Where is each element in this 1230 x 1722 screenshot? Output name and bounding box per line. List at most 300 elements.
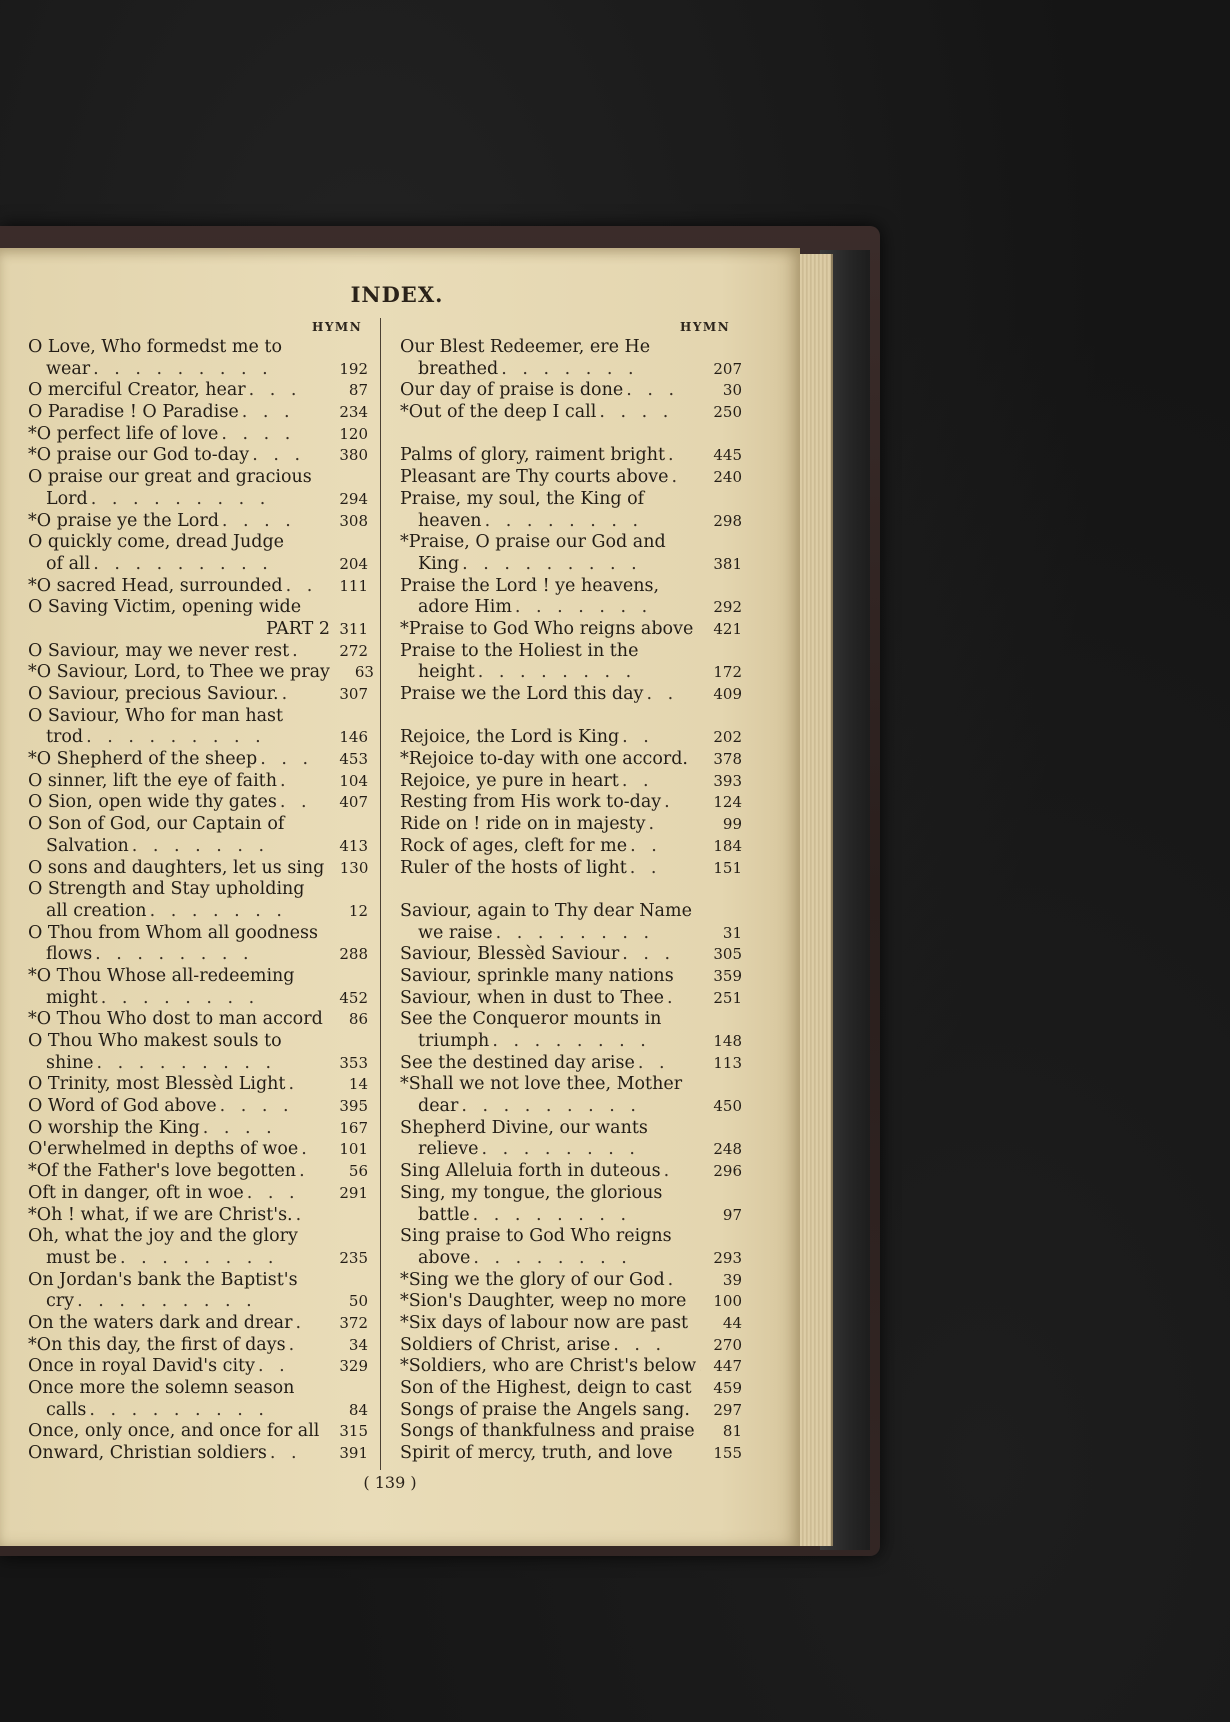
index-entry	[28, 1074, 368, 1096]
index-entry	[28, 1443, 368, 1465]
entry-title-text: O worship the King	[28, 1117, 200, 1138]
leader-dots: . . . . . . . .	[481, 1139, 640, 1160]
leader-dots: . . . .	[202, 1117, 277, 1138]
entry-first-line	[400, 727, 742, 749]
leader-dots: . .	[646, 684, 679, 704]
hymn-number: 44	[722, 1313, 742, 1332]
hymn-number: 202	[713, 728, 742, 747]
index-page	[0, 248, 800, 1546]
leader-dots: . . . . . . . . .	[93, 553, 273, 574]
entry-title-text: Sing Alleluia forth in duteous	[400, 1161, 661, 1182]
entry-title-text: Once in royal David's city	[28, 1356, 255, 1377]
entry-first-line	[28, 1031, 368, 1053]
leader-dots: . .	[637, 1052, 670, 1073]
hymn-number: 353	[339, 1053, 368, 1072]
leader-dots: . . . . . . . . .	[86, 727, 266, 748]
index-entry	[28, 879, 368, 922]
entry-title-text: *Praise, O praise our God and	[400, 532, 666, 553]
index-entry	[28, 641, 368, 663]
entry-title-text: O'erwhelmed in depths of woe	[28, 1139, 299, 1160]
page-title: INDEX.	[350, 282, 444, 307]
hymn-number: 30	[722, 381, 742, 400]
entry-title-text: Onward, Christian soldiers	[28, 1443, 267, 1464]
hymn-number: 305	[713, 945, 742, 964]
entry-title-text: shine	[46, 1052, 94, 1073]
leader-dots: . .	[621, 770, 654, 791]
section-gap	[400, 424, 742, 446]
hymn-number: 294	[339, 489, 368, 508]
hymn-number: 14	[348, 1075, 368, 1094]
leader-dots: . . . . . . . . .	[89, 1399, 269, 1420]
hymn-number: 184	[713, 836, 742, 855]
entry-first-line	[28, 337, 368, 359]
entry-title-text: Once, only once, and once for all	[28, 1421, 320, 1442]
hymn-number: 81	[722, 1422, 742, 1441]
entry-first-line	[28, 1270, 368, 1292]
entry-title-text: *Oh ! what, if we are Christ's.	[28, 1204, 293, 1225]
leader-dots: .	[671, 467, 683, 488]
entry-continuation-line	[400, 359, 742, 381]
entry-first-line	[400, 1226, 742, 1248]
index-entry	[28, 749, 368, 771]
index-entry	[400, 749, 742, 771]
entry-title-text: Our day of praise is done	[400, 380, 624, 401]
index-entry	[400, 1009, 742, 1052]
index-entry	[28, 814, 368, 857]
hymn-number: 234	[339, 403, 368, 422]
index-entry	[400, 445, 742, 467]
entry-title-text: O Paradise ! O Paradise	[28, 402, 239, 423]
leader-dots: . . .	[622, 944, 676, 965]
entry-first-line	[400, 1291, 742, 1313]
index-entry	[400, 1270, 742, 1292]
entry-title-text: *Out of the deep I call	[400, 402, 597, 423]
entry-title-text: *O praise our God to-day	[28, 445, 250, 466]
index-entry	[28, 706, 368, 749]
entry-title-text: wear	[46, 358, 91, 379]
hymn-number: 307	[339, 685, 368, 703]
hymn-number: 84	[348, 1400, 368, 1419]
hymn-number: 111	[339, 576, 368, 595]
entry-title-text: *Soldiers, who are Christ's below	[400, 1356, 697, 1377]
entry-title-text: On Jordan's bank the Baptist's	[28, 1269, 298, 1290]
index-entry	[400, 1226, 742, 1269]
column-divider	[380, 318, 381, 1470]
index-entry	[400, 1443, 742, 1465]
leader-dots: . . . . . . . . .	[461, 1096, 641, 1117]
entry-first-line	[28, 1074, 368, 1096]
leader-dots: .	[663, 1161, 675, 1182]
entry-title-text: adore Him	[418, 597, 512, 618]
index-entry	[28, 1270, 368, 1313]
hymn-number: 99	[722, 815, 742, 834]
entry-continuation-line	[28, 727, 368, 749]
hymn-number: 63	[354, 663, 374, 682]
entry-first-line	[28, 1356, 368, 1378]
entry-continuation-line	[400, 597, 742, 619]
entry-first-line	[28, 467, 368, 489]
entry-title-text: O Son of God, our Captain of	[28, 814, 285, 835]
hymn-number: 292	[713, 598, 742, 617]
entry-first-line	[28, 445, 368, 467]
entry-title-text: O quickly come, dread Judge	[28, 532, 285, 553]
entry-title-text: Songs of thankfulness and praise	[400, 1421, 695, 1442]
entry-first-line	[28, 1096, 368, 1118]
hymn-number: 100	[713, 1292, 742, 1311]
hymn-number: 31	[722, 923, 742, 942]
index-entry	[28, 662, 374, 684]
entry-title-text: *Six days of labour now are past	[400, 1312, 689, 1333]
entry-title-text: O Thou from Whom all goodness	[28, 922, 318, 943]
entry-first-line	[400, 1074, 742, 1096]
entry-first-line	[400, 1270, 742, 1292]
leader-dots: . . . . . . . .	[484, 510, 644, 531]
hymn-number: 56	[348, 1162, 368, 1181]
entry-continuation-line	[400, 1139, 742, 1161]
index-entry	[400, 1400, 742, 1422]
hymn-number: 50	[348, 1292, 368, 1311]
index-entry	[400, 1291, 742, 1313]
entry-first-line	[400, 901, 742, 923]
hymn-number: 407	[339, 793, 368, 812]
entry-title-text: O sons and daughters, let us sing	[28, 857, 325, 878]
entry-first-line	[400, 684, 742, 706]
hymn-number: 39	[722, 1270, 742, 1289]
index-entry	[400, 944, 742, 966]
index-entry	[400, 402, 742, 424]
entry-continuation-line	[400, 511, 742, 533]
entry-title-text: dear	[418, 1096, 459, 1117]
section-gap	[400, 879, 742, 901]
leader-dots: . .	[622, 727, 654, 748]
leader-dots: . . . . . . . .	[472, 1204, 632, 1225]
entry-first-line	[28, 879, 368, 901]
hymn-number: 130	[339, 858, 369, 877]
entry-first-line	[400, 467, 742, 489]
hymn-number: 235	[339, 1248, 368, 1267]
index-entry	[400, 532, 742, 575]
hymn-number: 113	[713, 1053, 742, 1072]
leader-dots: .	[299, 1161, 310, 1182]
index-entry	[28, 380, 368, 402]
entry-continuation-line	[400, 1248, 742, 1270]
entry-title-text: flows	[46, 944, 93, 965]
index-entry	[400, 1335, 742, 1357]
entry-title-text: *O Thou Who dost to man accord	[28, 1009, 323, 1030]
leader-dots: . . . .	[599, 402, 674, 423]
index-entry	[28, 1421, 368, 1443]
hymn-number: 447	[713, 1357, 742, 1376]
entry-title-text: *Sing we the glory of our God	[400, 1269, 665, 1290]
entry-first-line	[400, 944, 742, 966]
entry-title-text: calls	[46, 1399, 87, 1420]
entry-first-line	[28, 1161, 368, 1183]
hymn-number: 148	[713, 1032, 742, 1050]
entry-title-text: cry	[46, 1291, 75, 1312]
leader-dots: . . .	[248, 380, 302, 401]
index-entry	[400, 727, 742, 749]
index-entry	[28, 576, 368, 598]
entry-title-text: *O perfect life of love	[28, 423, 219, 444]
entry-title-text: Saviour, sprinkle many nations	[400, 965, 674, 986]
entry-first-line	[400, 532, 742, 554]
entry-first-line	[28, 684, 368, 706]
entry-title-text: O Saviour, precious Saviour.	[28, 684, 279, 704]
index-entry	[28, 858, 368, 880]
entry-first-line	[28, 923, 368, 945]
hymn-number: 172	[713, 663, 742, 682]
entry-title-text: Praise the Lord ! ye heavens,	[400, 575, 660, 596]
entry-title-text: Sing praise to God Who reigns	[400, 1226, 672, 1247]
entry-first-line	[28, 858, 368, 880]
hymn-number: 359	[713, 966, 742, 985]
index-entry	[28, 424, 368, 446]
leader-dots: .	[668, 445, 679, 466]
entry-title-text: we raise	[418, 922, 493, 943]
entry-continuation-line	[400, 923, 742, 945]
hymn-number: 12	[348, 901, 368, 920]
entry-title-text: Palms of glory, raiment bright	[400, 445, 666, 466]
entry-first-line	[400, 792, 742, 814]
hymn-number: 378	[713, 750, 742, 769]
leader-dots: . . . . . . . . .	[96, 1052, 277, 1073]
entry-first-line	[28, 1335, 368, 1357]
leader-dots: . . . . . . . .	[473, 1247, 632, 1268]
entry-first-line	[400, 1335, 742, 1357]
leader-dots: . . .	[252, 445, 306, 466]
entry-title-text: *Sion's Daughter, weep no more	[400, 1291, 687, 1312]
hymn-number: 421	[713, 619, 742, 638]
leader-dots: . . . . . . . . .	[462, 553, 642, 574]
leader-dots: . . . . . . . .	[100, 987, 260, 1008]
entry-first-line	[28, 1139, 368, 1161]
index-entry	[400, 771, 742, 793]
entry-title-text: Spirit of mercy, truth, and love	[400, 1443, 673, 1464]
index-entry	[400, 337, 742, 380]
entry-title-text: relieve	[418, 1139, 479, 1160]
entry-first-line	[28, 597, 368, 619]
leader-dots: .	[280, 770, 291, 791]
entry-title-text: Pleasant are Thy courts above	[400, 467, 669, 488]
entry-title-text: *O praise ye the Lord	[28, 510, 219, 531]
leader-dots: .	[288, 1334, 300, 1355]
index-entry	[28, 1205, 368, 1227]
leader-dots: . . .	[613, 1334, 667, 1355]
entry-title-text: See the destined day arise	[400, 1052, 635, 1073]
index-entry	[400, 836, 742, 858]
index-entry	[400, 901, 742, 944]
index-entry	[28, 923, 368, 966]
entry-title-text: O merciful Creator, hear	[28, 380, 246, 401]
leader-dots: . . . . . . . .	[120, 1247, 279, 1268]
hymn-number: 296	[713, 1162, 742, 1181]
hymn-number: 270	[713, 1335, 742, 1354]
leader-dots: . . . . . . .	[501, 358, 639, 379]
entry-first-line	[400, 988, 742, 1010]
hymn-number: 329	[339, 1357, 368, 1376]
index-entry	[400, 858, 742, 880]
section-gap	[400, 706, 742, 728]
leader-dots: . . .	[626, 380, 680, 401]
hymn-number: 393	[713, 771, 742, 790]
entry-title-text: *On this day, the first of days	[28, 1334, 286, 1355]
index-entry	[28, 1139, 368, 1161]
entry-title-text: O Trinity, most Blessèd Light	[28, 1074, 286, 1095]
leader-dots: . . . . . . . . .	[90, 488, 271, 509]
hymn-number: 192	[339, 359, 368, 378]
leader-dots: . . .	[246, 1182, 300, 1203]
entry-first-line	[28, 532, 368, 554]
entry-title-text: *Shall we not love thee, Mother	[400, 1074, 683, 1095]
entry-first-line	[400, 1118, 742, 1140]
entry-title-text: heaven	[418, 510, 482, 531]
index-entry	[28, 771, 368, 793]
entry-first-line	[28, 1205, 368, 1227]
entry-continuation-line	[28, 359, 368, 381]
leader-dots: . .	[285, 575, 318, 596]
entry-title-text: Praise, my soul, the King of	[400, 488, 645, 509]
leader-dots: . . . . . . . . .	[93, 358, 273, 379]
right-column-header: HYMN	[680, 320, 731, 334]
entry-title-text: *Of the Father's love begotten	[28, 1161, 297, 1182]
entry-continuation-line	[28, 1053, 368, 1075]
hymn-number: 87	[348, 381, 368, 400]
leader-dots: .	[288, 1074, 300, 1095]
entry-title-text: Songs of praise the Angels sang.	[400, 1399, 690, 1420]
entry-title-text: O Sion, open wide thy gates	[28, 792, 277, 813]
leader-dots: . . . . . . . .	[492, 1031, 651, 1051]
entry-title-text: might	[46, 987, 98, 1008]
entry-title-text: O sinner, lift the eye of faith	[28, 770, 277, 791]
entry-first-line	[400, 814, 742, 836]
leader-dots: .	[648, 814, 660, 835]
entry-first-line	[28, 1443, 368, 1465]
entry-first-line	[400, 966, 742, 988]
entry-first-line	[400, 619, 742, 641]
leader-dots: .	[667, 1269, 679, 1290]
entry-first-line	[400, 380, 742, 402]
hymn-number: 315	[339, 1422, 368, 1441]
left-column-header: HYMN	[312, 320, 363, 334]
entry-continuation-line	[28, 901, 368, 923]
index-entry	[400, 641, 742, 684]
entry-title-text: triumph	[418, 1031, 490, 1051]
hymn-number: 272	[339, 641, 368, 660]
index-entry	[28, 1226, 368, 1269]
entry-first-line	[400, 1183, 742, 1205]
entry-first-line	[400, 1053, 742, 1075]
index-entry	[400, 1183, 742, 1226]
entry-title-text: height	[418, 662, 475, 683]
leader-dots: . .	[629, 857, 662, 878]
entry-first-line	[28, 402, 368, 424]
entry-title-text: PART 2	[265, 618, 330, 639]
entry-title-text: O Strength and Stay upholding	[28, 879, 305, 900]
hymn-number: 297	[713, 1400, 742, 1419]
index-entry	[400, 814, 742, 836]
entry-title-text: Saviour, again to Thy dear Name	[400, 900, 692, 921]
entry-first-line	[28, 1183, 368, 1205]
hymn-number: 204	[339, 554, 368, 573]
hymn-number: 372	[339, 1313, 368, 1332]
hymn-number: 251	[713, 988, 742, 1007]
entry-first-line	[400, 641, 742, 663]
entry-first-line	[28, 641, 368, 663]
entry-title-text: *O Shepherd of the sheep	[28, 749, 258, 770]
index-entry	[400, 1053, 742, 1075]
index-entry	[28, 1335, 368, 1357]
leader-dots: . . . . . . . .	[95, 944, 254, 965]
index-entry	[28, 1031, 368, 1074]
hymn-number: 380	[339, 446, 368, 465]
entry-continuation-line	[400, 662, 742, 684]
entry-first-line	[28, 576, 368, 598]
leader-dots: . . . .	[219, 1096, 294, 1117]
entry-continuation-line	[28, 554, 368, 576]
entry-title-text: breathed	[418, 358, 499, 379]
entry-first-line	[400, 489, 742, 511]
entry-title-text: all creation	[46, 900, 147, 921]
entry-first-line	[400, 858, 742, 880]
entry-first-line	[28, 1009, 368, 1031]
entry-first-line	[400, 771, 742, 793]
entry-title-text: *Praise to God Who reigns above	[400, 618, 694, 639]
entry-continuation-line	[28, 836, 368, 858]
entry-title-text: Resting from His work to-day	[400, 792, 662, 813]
entry-title-text: Oft in danger, oft in woe	[28, 1182, 244, 1203]
index-entry	[400, 1378, 742, 1400]
leader-dots: . . . .	[221, 510, 296, 531]
entry-first-line	[400, 1443, 742, 1465]
entry-title-text: Salvation	[46, 835, 129, 856]
entry-title-text: battle	[418, 1204, 470, 1225]
entry-title-text: *O sacred Head, surrounded	[28, 575, 283, 596]
entry-first-line	[400, 749, 742, 771]
entry-continuation-line	[28, 489, 368, 511]
hymn-number: 288	[339, 945, 368, 964]
entry-title-text: Oh, what the joy and the glory	[28, 1226, 298, 1247]
entry-title-text: O Love, Who formedst me to	[28, 337, 282, 357]
leader-dots: .	[664, 792, 675, 813]
entry-first-line	[28, 1226, 368, 1248]
leader-dots: . . .	[241, 402, 295, 423]
hymn-number: 445	[713, 446, 742, 465]
index-entry	[28, 445, 368, 467]
entry-first-line	[400, 445, 742, 467]
index-entry	[28, 467, 368, 510]
index-entry	[400, 619, 742, 641]
entry-first-line	[28, 1118, 368, 1140]
entry-continuation-line	[28, 988, 368, 1010]
hymn-number: 308	[339, 511, 368, 530]
index-entry	[400, 489, 742, 532]
left-column	[28, 337, 374, 1465]
leader-dots: . .	[630, 835, 662, 856]
entry-title-text: of all	[46, 553, 91, 574]
entry-continuation-line	[400, 1031, 742, 1053]
index-entry	[28, 1009, 368, 1031]
entry-title-text: O Saviour, Who for man hast	[28, 705, 284, 726]
entry-title-text: Rejoice, ye pure in heart	[400, 770, 619, 791]
entry-continuation-line	[28, 944, 368, 966]
hymn-number: 97	[722, 1205, 742, 1224]
leader-dots: . . . . . . . .	[495, 922, 655, 943]
index-entry	[400, 467, 742, 489]
entry-first-line	[400, 576, 742, 598]
hymn-number: 101	[339, 1140, 368, 1159]
index-entry	[400, 988, 742, 1010]
entry-first-line	[400, 402, 742, 424]
